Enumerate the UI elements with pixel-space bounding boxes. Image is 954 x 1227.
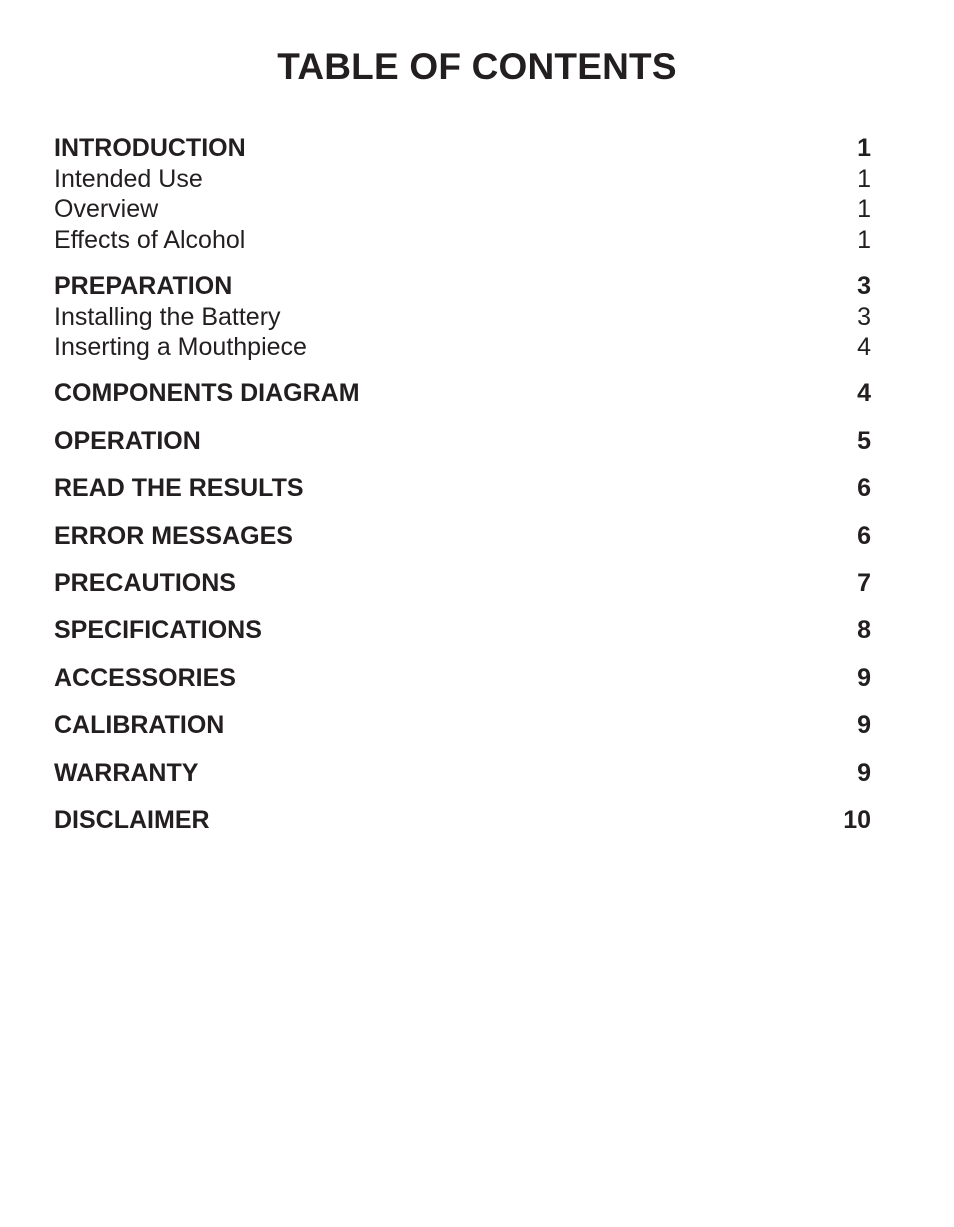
- toc-entry[interactable]: [54, 758, 871, 789]
- toc-subentry[interactable]: [54, 332, 871, 362]
- toc-entry[interactable]: [54, 426, 871, 457]
- toc-entry-page: 10: [843, 806, 871, 834]
- toc-entry[interactable]: [54, 710, 871, 741]
- toc-section: [54, 615, 871, 646]
- toc-entry-title: WARRANTY: [54, 758, 199, 787]
- toc-subentry-page: 3: [857, 302, 871, 331]
- toc-entry[interactable]: [54, 133, 871, 164]
- toc-subentry-page: 1: [857, 225, 871, 254]
- toc-subentry-title: Intended Use: [54, 165, 203, 193]
- toc-entry-page: 9: [857, 758, 871, 787]
- toc-section: [54, 133, 871, 255]
- toc-subentry-title: Inserting a Mouthpiece: [54, 333, 307, 362]
- toc-subentry-title: Installing the Battery: [54, 302, 281, 331]
- toc-section: [54, 473, 871, 504]
- toc-entry-title: SPECIFICATIONS: [54, 616, 262, 645]
- toc-entry-title: DISCLAIMER: [54, 806, 210, 834]
- toc-entry[interactable]: [54, 473, 871, 504]
- toc-entry-title: OPERATION: [54, 426, 201, 455]
- toc-entry[interactable]: [54, 663, 871, 694]
- toc-entry[interactable]: [54, 521, 871, 552]
- toc-entry-page: 9: [857, 711, 871, 740]
- toc-section: [54, 426, 871, 457]
- toc-subentry-page: 1: [857, 195, 871, 224]
- toc-entry[interactable]: [54, 615, 871, 646]
- toc-subentry[interactable]: [54, 164, 871, 194]
- toc-entry-title: PREPARATION: [54, 271, 233, 300]
- page-title: TABLE OF CONTENTS: [277, 46, 677, 87]
- toc-section: [54, 521, 871, 552]
- toc-entry-page: 6: [857, 474, 871, 503]
- toc-entry-page: 8: [857, 616, 871, 645]
- toc-entry-page: 6: [857, 521, 871, 550]
- toc-entry-title: ERROR MESSAGES: [54, 521, 293, 550]
- toc-entry-title: PRECAUTIONS: [54, 569, 236, 598]
- toc-entry-page: 3: [857, 271, 871, 300]
- toc-entry-title: CALIBRATION: [54, 711, 225, 740]
- toc-entry[interactable]: [54, 378, 871, 409]
- toc-entry-title: INTRODUCTION: [54, 134, 246, 162]
- toc-section: [54, 758, 871, 789]
- toc-subentry-title: Overview: [54, 195, 159, 224]
- toc-subentry[interactable]: [54, 225, 871, 255]
- toc-entry-title: ACCESSORIES: [54, 663, 236, 692]
- toc-entry-page: 4: [857, 379, 871, 408]
- toc-subentry[interactable]: [54, 302, 871, 332]
- table-of-contents: [54, 133, 871, 852]
- toc-subentry-page: 1: [857, 165, 871, 193]
- toc-section: [54, 710, 871, 741]
- toc-entry-page: 5: [857, 426, 871, 455]
- toc-section: [54, 663, 871, 694]
- toc-entry-title: COMPONENTS DIAGRAM: [54, 379, 360, 408]
- toc-entry[interactable]: [54, 805, 871, 836]
- toc-subentry-title: Effects of Alcohol: [54, 225, 246, 254]
- toc-entry[interactable]: [54, 271, 871, 302]
- toc-entry[interactable]: [54, 568, 871, 599]
- toc-section: [54, 271, 871, 363]
- toc-section: [54, 378, 871, 409]
- toc-subentry[interactable]: [54, 194, 871, 224]
- toc-entry-page: 9: [857, 663, 871, 692]
- toc-section: [54, 568, 871, 599]
- toc-entry-page: 1: [857, 134, 871, 162]
- toc-entry-page: 7: [857, 569, 871, 598]
- toc-entry-title: READ THE RESULTS: [54, 474, 304, 503]
- toc-section: [54, 805, 871, 836]
- toc-subentry-page: 4: [857, 333, 871, 362]
